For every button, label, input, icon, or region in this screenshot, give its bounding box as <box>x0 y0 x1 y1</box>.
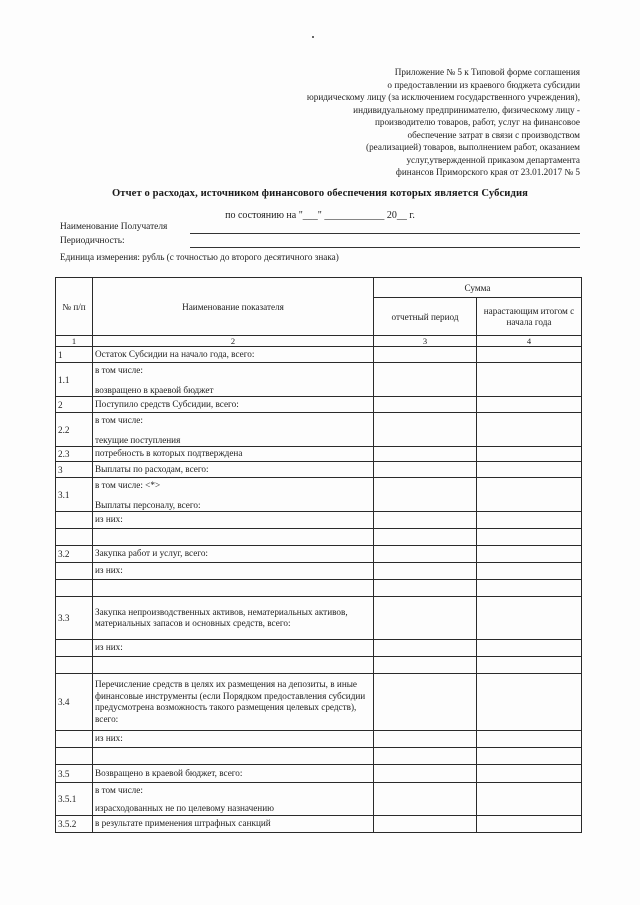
periodicity-label: Периодичность: <box>60 236 125 246</box>
value-cell-period[interactable] <box>374 347 477 363</box>
row-number: 1.1 <box>56 363 93 397</box>
report-table <box>55 277 582 833</box>
row-number: 3 <box>56 462 93 478</box>
scan-speck <box>312 36 314 38</box>
value-cell-cumulative[interactable] <box>477 674 582 731</box>
value-cell-period[interactable] <box>374 512 477 529</box>
row-number <box>56 512 93 529</box>
value-cell-period[interactable] <box>374 447 477 462</box>
table-row <box>56 748 582 765</box>
col-number: 2 <box>93 336 374 347</box>
row-name-bottom: текущие поступления <box>95 434 181 445</box>
value-cell-cumulative[interactable] <box>477 563 582 580</box>
row-name: из них: <box>93 512 374 529</box>
value-cell-period[interactable] <box>374 816 477 833</box>
header-cumulative: нарастающим итогом с начала года <box>477 298 582 336</box>
row-number <box>56 563 93 580</box>
value-cell-cumulative[interactable] <box>477 640 582 657</box>
value-cell-cumulative[interactable] <box>477 783 582 816</box>
row-name: Поступило средств Субсидии, всего: <box>93 397 374 413</box>
table-row <box>56 347 582 363</box>
value-cell-period[interactable] <box>374 529 477 546</box>
row-number: 2 <box>56 397 93 413</box>
row-number <box>56 580 93 597</box>
value-cell-cumulative[interactable] <box>477 748 582 765</box>
table-row <box>56 478 582 512</box>
row-name: Закупка непроизводственных активов, нематериальных активов, материальных запасов и основных средств, всего: <box>93 597 374 640</box>
value-cell-period[interactable] <box>374 765 477 783</box>
table-row <box>56 731 582 748</box>
row-name: Остаток Субсидии на начало года, всего: <box>93 347 374 363</box>
value-cell-cumulative[interactable] <box>477 512 582 529</box>
appendix-line: о предоставлении из краевого бюджета субсидии <box>387 79 580 90</box>
value-cell-period[interactable] <box>374 363 477 397</box>
value-cell-cumulative[interactable] <box>477 347 582 363</box>
row-number: 1 <box>56 347 93 363</box>
appendix-line: обеспечение затрат в связи с производством <box>407 129 580 140</box>
value-cell-cumulative[interactable] <box>477 413 582 447</box>
row-name: из них: <box>93 563 374 580</box>
row-number: 3.4 <box>56 674 93 731</box>
header-period: отчетный период <box>374 298 477 336</box>
value-cell-period[interactable] <box>374 580 477 597</box>
value-cell-cumulative[interactable] <box>477 731 582 748</box>
value-cell-cumulative[interactable] <box>477 597 582 640</box>
report-date-line: по состоянию на "___" ____________ 20__ г. <box>225 210 415 221</box>
appendix-line: индивидуальному предпринимателю, физическому лицу - <box>353 104 580 115</box>
value-cell-period[interactable] <box>374 563 477 580</box>
value-cell-cumulative[interactable] <box>477 529 582 546</box>
value-cell-cumulative[interactable] <box>477 462 582 478</box>
value-cell-period[interactable] <box>374 674 477 731</box>
value-cell-cumulative[interactable] <box>477 580 582 597</box>
value-cell-cumulative[interactable] <box>477 447 582 462</box>
col-number: 1 <box>56 336 93 347</box>
column-number-row <box>56 336 582 347</box>
value-cell-period[interactable] <box>374 413 477 447</box>
value-cell-period[interactable] <box>374 462 477 478</box>
units-label: Единица измерения: рубль (с точностью до второго десятичного знака) <box>60 252 339 262</box>
row-name: Возвращено в краевой бюджет, всего: <box>93 765 374 783</box>
row-number <box>56 748 93 765</box>
row-number: 3.3 <box>56 597 93 640</box>
table-header-row <box>56 278 582 298</box>
row-name: Перечисление средств в целях их размещения на депозиты, в иные финансовые инструменты (если Порядком предоставления субсидии предусмотрена возможность такого размещения целевых средств), всего: <box>93 674 374 731</box>
table-row <box>56 546 582 563</box>
row-name-bottom: возвращено в краевой бюджет <box>95 384 214 395</box>
appendix-line: юридическому лицу (за исключением государственного учреждения), <box>306 92 580 102</box>
table-row <box>56 512 582 529</box>
row-name <box>93 748 374 765</box>
row-name-top: в том числе: <box>95 785 143 795</box>
value-cell-cumulative[interactable] <box>477 478 582 512</box>
row-name <box>93 478 374 512</box>
row-number: 3.5 <box>56 765 93 783</box>
header-sum: Сумма <box>374 278 582 298</box>
appendix-line: (реализацией) товаров, выполнением работ, оказанием <box>366 142 580 152</box>
table-row <box>56 674 582 731</box>
row-number <box>56 640 93 657</box>
table-row <box>56 397 582 413</box>
value-cell-cumulative[interactable] <box>477 816 582 833</box>
row-name <box>93 363 374 397</box>
table-row <box>56 783 582 816</box>
row-name-top: в том числе: <box>95 414 143 425</box>
row-name: из них: <box>93 640 374 657</box>
recipient-fill-line <box>190 233 580 234</box>
table-row <box>56 447 582 462</box>
table-row <box>56 640 582 657</box>
row-number: 3.5.2 <box>56 816 93 833</box>
value-cell-cumulative[interactable] <box>477 657 582 674</box>
row-name-top: в том числе: <box>95 364 143 375</box>
row-number: 2.2 <box>56 413 93 447</box>
row-number <box>56 731 93 748</box>
row-name <box>93 413 374 447</box>
value-cell-period[interactable] <box>374 597 477 640</box>
value-cell-period[interactable] <box>374 657 477 674</box>
row-name: из них: <box>93 731 374 748</box>
row-name-bottom: израсходованных не по целевому назначению <box>95 803 275 813</box>
col-number: 3 <box>374 336 477 347</box>
header-num: № п/п <box>56 278 93 336</box>
value-cell-period[interactable] <box>374 783 477 816</box>
row-name: Закупка работ и услуг, всего: <box>93 546 374 563</box>
table-row <box>56 363 582 397</box>
row-number: 3.2 <box>56 546 93 563</box>
value-cell-cumulative[interactable] <box>477 546 582 563</box>
row-name <box>93 580 374 597</box>
row-name <box>93 657 374 674</box>
table-row <box>56 529 582 546</box>
row-name <box>93 529 374 546</box>
value-cell-period[interactable] <box>374 748 477 765</box>
value-cell-cumulative[interactable] <box>477 397 582 413</box>
appendix-line: финансов Приморского края от 23.01.2017 № 5 <box>395 167 580 177</box>
row-name <box>93 783 374 816</box>
appendix-line: производителю товаров, работ, услуг на финансовое <box>374 117 580 127</box>
row-name-top: в том числе: <*> <box>95 479 161 490</box>
appendix-header <box>250 66 580 179</box>
table-row <box>56 657 582 674</box>
value-cell-cumulative[interactable] <box>477 363 582 397</box>
row-name: Выплаты по расходам, всего: <box>93 462 374 478</box>
table-row <box>56 597 582 640</box>
table-row <box>56 765 582 783</box>
value-cell-period[interactable] <box>374 546 477 563</box>
row-number <box>56 529 93 546</box>
value-cell-period[interactable] <box>374 640 477 657</box>
header-name: Наименование показателя <box>93 278 374 336</box>
row-number: 3.5.1 <box>56 783 93 816</box>
table-row <box>56 563 582 580</box>
row-number: 2.3 <box>56 447 93 462</box>
table-row <box>56 580 582 597</box>
value-cell-period[interactable] <box>374 478 477 512</box>
table-row <box>56 413 582 447</box>
col-number: 4 <box>477 336 582 347</box>
value-cell-period[interactable] <box>374 731 477 748</box>
row-name: потребность в которых подтверждена <box>93 447 374 462</box>
row-name-bottom: Выплаты персоналу, всего: <box>95 499 201 510</box>
table-row <box>56 816 582 833</box>
appendix-line: услуг,утвержденной приказом департамента <box>406 154 580 165</box>
row-number <box>56 657 93 674</box>
table-row <box>56 462 582 478</box>
value-cell-period[interactable] <box>374 397 477 413</box>
periodicity-fill-line <box>190 247 580 248</box>
appendix-line: Приложение № 5 к Типовой форме соглашения <box>394 67 580 77</box>
report-title: Отчет о расходах, источником финансового обеспечения которых является Субсидия <box>111 188 529 199</box>
row-name: в результате применения штрафных санкций <box>93 816 374 833</box>
value-cell-cumulative[interactable] <box>477 765 582 783</box>
recipient-label: Наименование Получателя <box>60 222 168 232</box>
row-number: 3.1 <box>56 478 93 512</box>
